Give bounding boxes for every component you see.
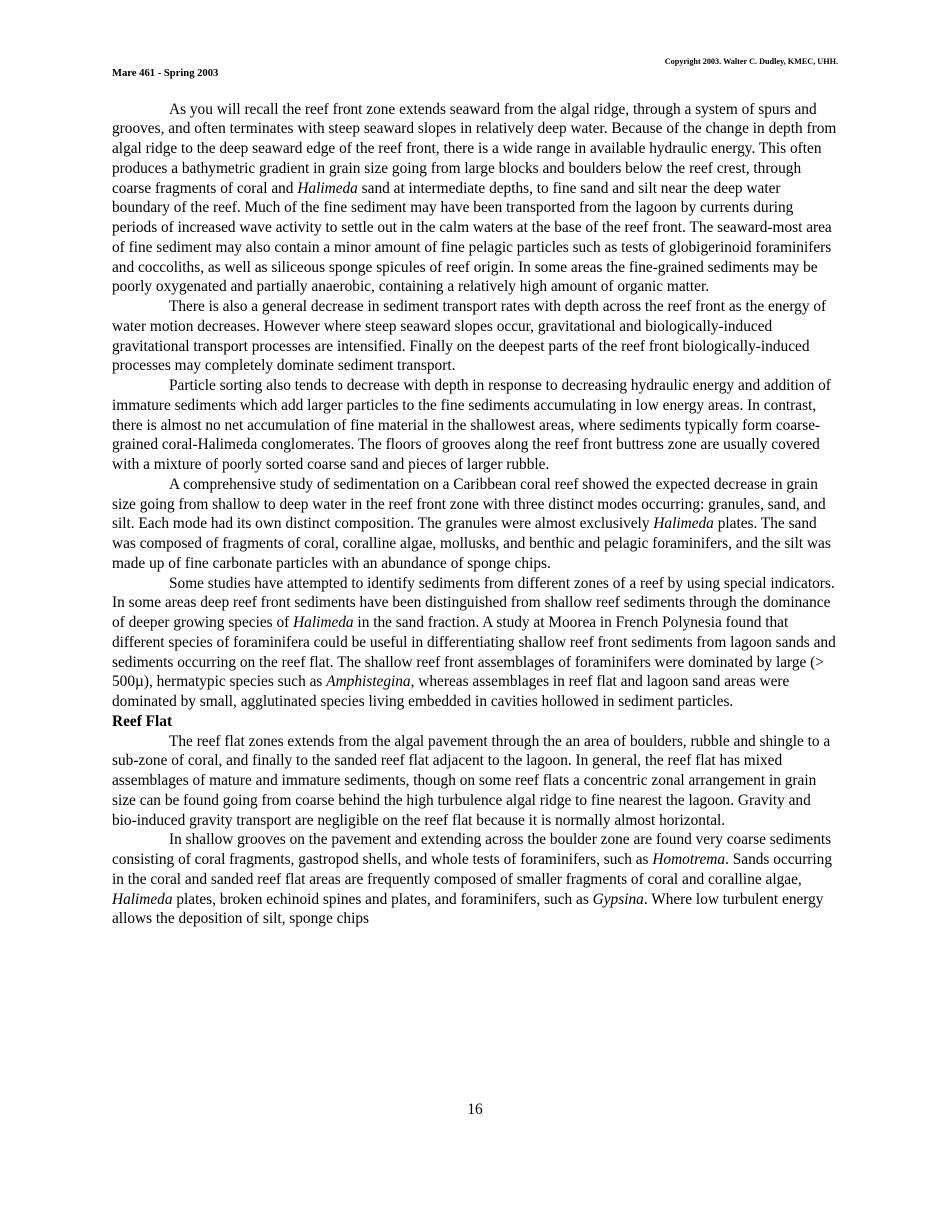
italic-term: Halimeda xyxy=(653,515,714,533)
text-run: plates. The sand was composed of fragments of coral, coralline algae, mollusks, and benthic and pelagic foraminifers, and the silt was made up of fine carbonate particles with an abundance of sponge chips. xyxy=(112,515,831,572)
course-header: Mare 461 - Spring 2003 xyxy=(112,68,219,79)
text-run: plates, broken echinoid spines and plates, and foraminifers, such as xyxy=(172,890,593,908)
italic-term: Amphistegina xyxy=(326,673,411,691)
paragraph xyxy=(112,732,838,831)
page-number: 16 xyxy=(467,1101,483,1118)
text-run: Some studies have attempted to identify sediments from different zones of a reef by using special indicators. In some areas deep reef front sediments have been distinguished from shallow reef sediments through the dominance of deeper growing species of xyxy=(112,574,835,631)
italic-term: Homotrema xyxy=(652,851,726,868)
paragraph xyxy=(112,376,838,475)
paragraph xyxy=(112,830,838,929)
copyright-notice: Copyright 2003. Walter C. Dudley, KMEC, UHH. xyxy=(664,57,838,66)
text-run: A comprehensive study of sedimentation on a Caribbean coral reef showed the expected decrease in grain size going from shallow to deep water in the reef front zone with three distinct modes occurring: granules, sand, and silt. Each mode had its own distinct composition. The granules were almost exclusively xyxy=(112,475,826,533)
section-heading: Reef Flat xyxy=(112,712,173,730)
text-run: In shallow grooves on the pavement and extending across the boulder zone are found very coarse sediments consisting of coral fragments, gastropod shells, and whole tests of foraminifers, such as xyxy=(112,831,832,868)
reef-front-section xyxy=(112,100,838,712)
italic-term: Gypsina xyxy=(592,890,644,908)
reef-flat-section xyxy=(112,732,838,930)
body-text xyxy=(112,100,838,930)
text-run: . Sands occurring in the coral and sanded reef flat areas are frequently composed of smaller fragments of coral and coralline algae, xyxy=(112,851,833,888)
text-run: , whereas assemblages in reef flat and lagoon sand areas were dominated by small, agglutinated species living embedded in cavities hollowed in sediment particles. xyxy=(112,673,790,710)
paragraph xyxy=(112,475,838,574)
italic-term: Halimeda xyxy=(293,614,354,631)
text-run: Particle sorting also tends to decrease with depth in response to decreasing hydraulic energy and addition of immature sediments which add larger particles to the fine sediments accumulating in low energy areas. In contrast, there is almost no net accumulation of fine material in the shallowest areas, where sediments typically form coarse-grained coral-Halimeda conglomerates. The floors of grooves along the reef front buttress zone are usually covered with a mixture of poorly sorted coarse sand and pieces of larger rubble. xyxy=(112,377,831,473)
text-run: sand at intermediate depths, to fine sand and silt near the deep water boundary of the reef. Much of the fine sediment may have been transported from the lagoon by currents during periods of increased wave activity to settle out in the calm waters at the base of the reef front. The seaward-most area of fine sediment may also contain a minor amount of fine pelagic particles such as tests of globigerinoid foraminifers and coccoliths, as well as siliceous sponge spicules of reef origin. In some areas the fine-grained sediments may be poorly oxygenated and partially anaerobic, containing a relatively high amount of organic matter. xyxy=(112,179,832,296)
italic-term: Halimeda xyxy=(297,179,358,197)
text-run: in the sand fraction. A study at Moorea in French Polynesia found that different species of foraminifera could be useful in differentiating shallow reef front sediments from lagoon sands and sediments occurring on the reef flat. The shallow reef front assemblages of foraminifers were dominated by large (> 500µ), hermatypic species such as xyxy=(112,614,836,691)
paragraph xyxy=(112,574,838,712)
text-run: . Where low turbulent energy allows the deposition of silt, sponge chips xyxy=(112,890,824,928)
text-run: There is also a general decrease in sediment transport rates with depth across the reef front as the energy of water motion decreases. However where steep seaward slopes occur, gravitational and biologically-induced gravitational transport processes are intensified. Finally on the deepest parts of the reef front biologically-induced processes may completely dominate sediment transport. xyxy=(112,298,827,375)
text-run: As you will recall the reef front zone extends seaward from the algal ridge, through a system of spurs and grooves, and often terminates with steep seaward slopes in relatively deep water. Because of the change in depth from algal ridge to the deep seaward edge of the reef front, there is a wide range in available hydraulic energy. This often produces a bathymetric gradient in grain size going from large blocks and boulders below the reef crest, through coarse fragments of coral and xyxy=(112,100,837,197)
text-run: The reef flat zones extends from the algal pavement through the an area of boulders, rubble and shingle to a sub-zone of coral, and finally to the sanded reef flat adjacent to the lagoon. In general, the reef flat has mixed assemblages of mature and immature sediments, though on some reef flats a concentric zonal arrangement in grain size can be found going from coarse behind the high turbulence algal ridge to fine nearest the lagoon. Gravity and bio-induced gravity transport are negligible on the reef flat because it is normally almost horizontal. xyxy=(112,732,831,829)
paragraph xyxy=(112,297,838,376)
paragraph xyxy=(112,100,838,298)
italic-term: Halimeda xyxy=(112,890,173,908)
